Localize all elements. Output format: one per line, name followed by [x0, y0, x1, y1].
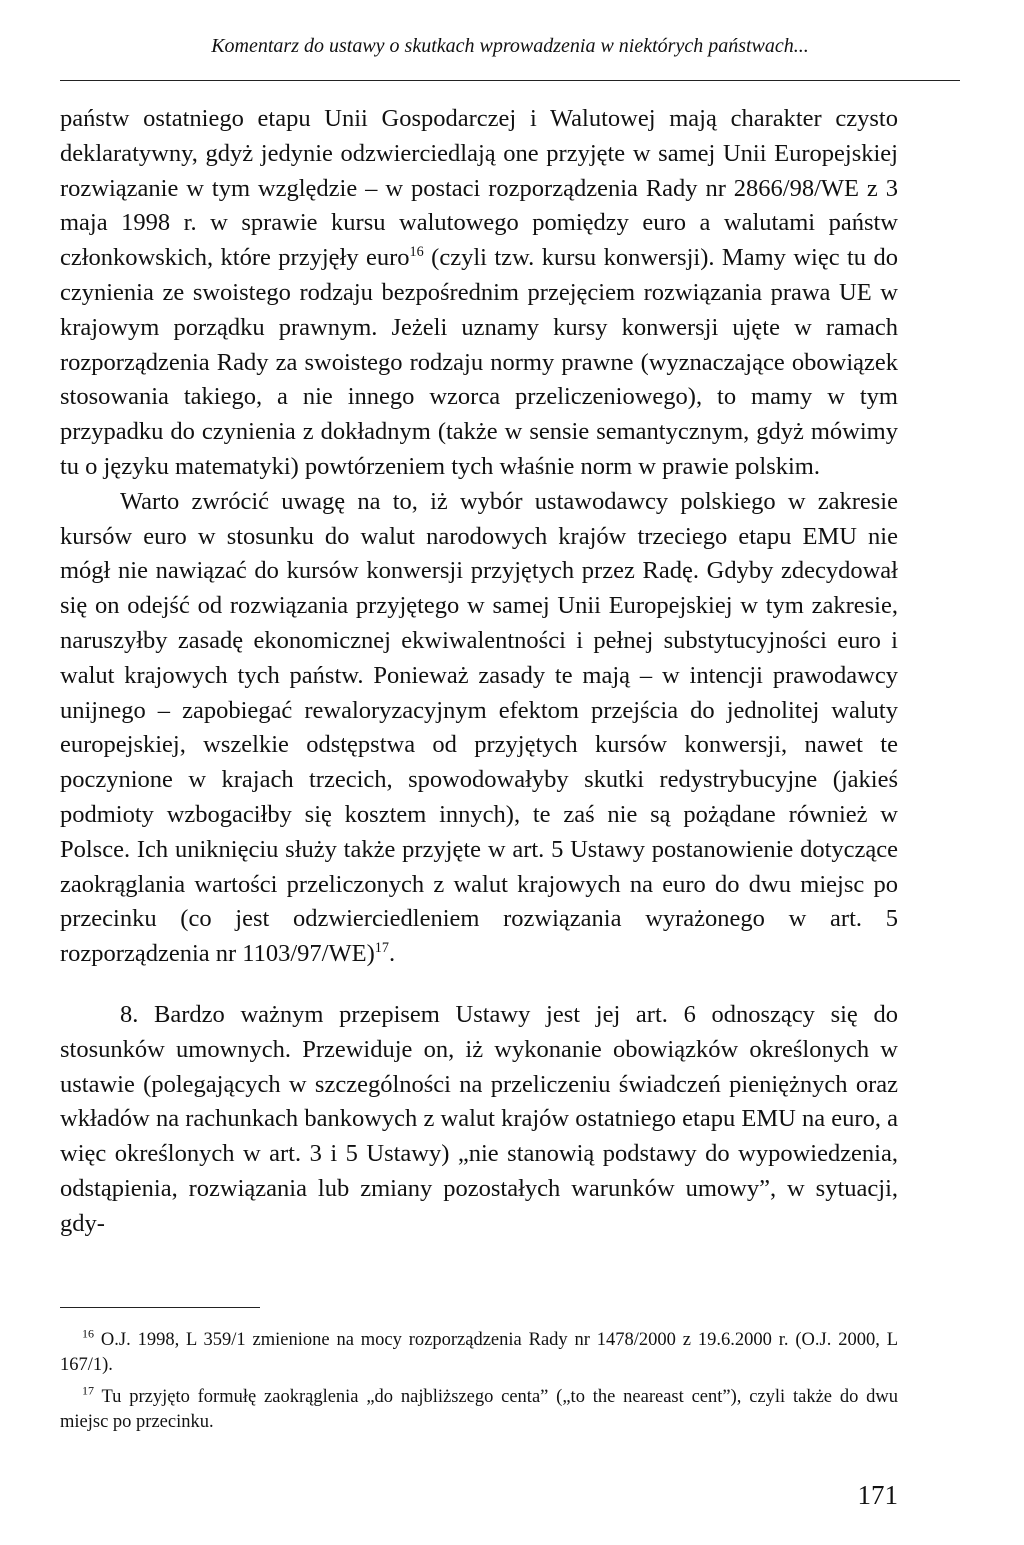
- footnote-text: Tu przyjęto formułę zaokrąglenia „do najbliższego centa” („to the neareast cent”), czyli także do dwu miejsc po przecinku.: [60, 1387, 898, 1432]
- running-head: Komentarz do ustawy o skutkach wprowadzenia w niektórych państwach...: [211, 35, 809, 57]
- paragraph-text: 8. Bardzo ważnym przepisem Ustawy jest jej art. 6 odnoszący się do stosunków umownych. Przewiduje on, iż wykonanie obowiązków określonych w ustawie (polegających w szczególności na przeliczeniu świadczeń pieniężnych oraz wkładów na rachunkach bankowych z walut krajów ostatniego etapu EMU na euro, a więc określonych w art. 3 i 5 Ustawy) „nie stanowią podstawy do wypowiedzenia, odstąpienia, rozwiązania lub zmiany pozostałych warunków umowy”, w sytuacji, gdy-: [60, 1000, 898, 1237]
- footnote-17: [60, 1385, 898, 1434]
- footnote-rule: [60, 1307, 260, 1308]
- paragraph-warto: [60, 485, 898, 972]
- footnote-ref-17: 17: [374, 940, 389, 957]
- footnotes: [60, 1328, 898, 1442]
- paragraph-text: (czyli tzw. kursu konwersji). Mamy więc tu do czynienia ze swoistego rodzaju bezpośrednim przejęciem rozwiązania prawa UE w krajowym porządku prawnym. Jeżeli uznamy kursy konwersji ujęte w ramach rozporządzenia Rady za swoistego rodzaju normy prawne (wyznaczające obowiązek stosowania takiego, a nie innego wzorca przeliczeniowego), to mamy w tym przypadku do czynienia z dokładnym (także w sensie semantycznym, gdyż mówimy tu o języku matematyki) powtórzeniem tych właśnie norm w prawie polskim.: [60, 244, 898, 480]
- footnote-16: [60, 1328, 898, 1377]
- paragraph-section-8: [60, 998, 898, 1242]
- main-text: [60, 102, 898, 1242]
- footnote-number: 17: [82, 1383, 95, 1398]
- footnote-ref-16: 16: [409, 244, 424, 261]
- footnote-number: 16: [82, 1326, 95, 1341]
- paragraph-continuation: [60, 102, 898, 485]
- paragraph-text: Warto zwrócić uwagę na to, iż wybór ustawodawcy polskiego w zakresie kursów euro w stosunku do walut narodowych krajów trzeciego etapu EMU nie mógł nie nawiązać do kursów konwersji przyjętych przez Radę. Gdyby zdecydował się on odejść od rozwiązania przyjętego w samej Unii Europejskiej w tym zakresie, naruszyłby zasadę ekonomicznej ekwiwalentności i pełnej substytucyjności euro i walut krajowych tych państw. Ponieważ zasady te mają – w intencji prawodawcy unijnego – zapobiegać rewaloryzacyjnym efektom przejścia do jednolitej waluty europejskiej, wszelkie odstępstwa od przyjętych kursów konwersji, nawet te poczynione w krajach trzecich, spowodowałyby skutki redystrybucyjne (jakieś podmioty wzbogaciłby się kosztem innych), te zaś nie są pożądane również w Polsce. Ich uniknięciu służy także przyjęte w art. 5 Ustawy postanowienie dotyczące zaokrąglania wartości przeliczonych z walut krajowych na euro do dwu miejsc po przecinku (co jest odzwierciedleniem rozwiązania wyrażonego w art. 5 rozporządzenia nr 1103/97/WE): [60, 487, 898, 968]
- page-number: 171: [857, 1480, 898, 1510]
- paragraph-text: państw ostatniego etapu Unii Gospodarczej i Walutowej mają charakter czysto deklaratywny, gdyż jedynie odzwierciedlają one przyjęte w samej Unii Europejskiej rozwiązanie w tym względzie – w postaci rozporządzenia Rady nr 2866/98/WE z 3 maja 1998 r. w sprawie kursu walutowego pomiędzy euro a walutami państw członkowskich, które przyjęły euro: [60, 105, 898, 272]
- paragraph-text: .: [388, 940, 396, 968]
- header-rule: [60, 80, 960, 81]
- footnote-text: O.J. 1998, L 359/1 zmienione na mocy rozporządzenia Rady nr 1478/2000 z 19.6.2000 r. (O.J. 2000, L 167/1).: [60, 1330, 898, 1375]
